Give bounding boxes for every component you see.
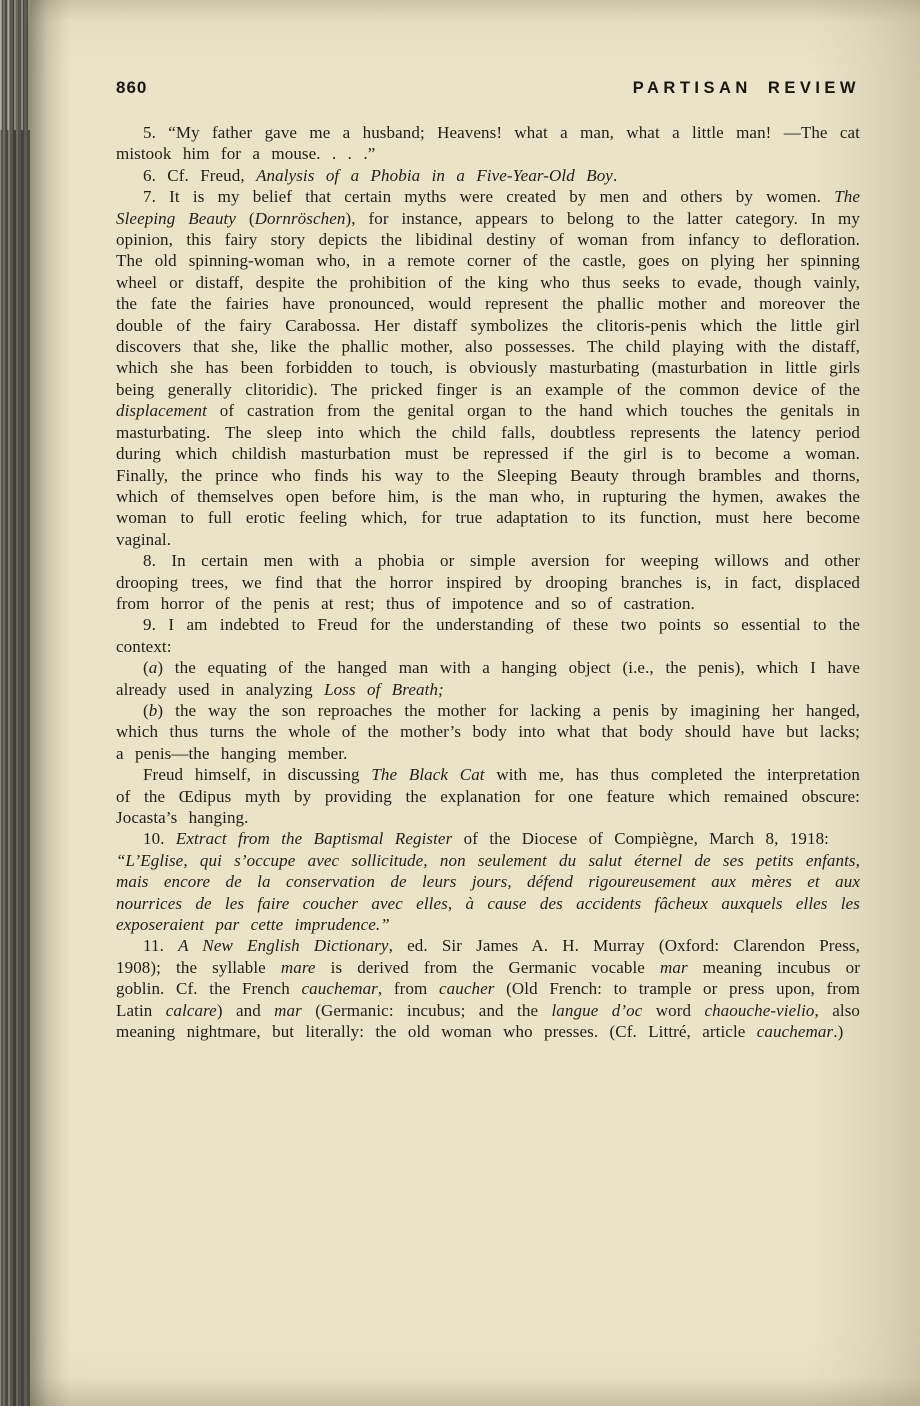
- footnote-paragraph: “L’Eglise, qui s’occupe avec sollicitude, non seulement du salut éternel de ses petits enfants, mais encore de la conservation de leurs jours, défend rigoureusement aux mères et aux nourrices de les faire coucher avec elles, à cause des accidents fâcheux auxquels elles les exposeraient par cette imprudence.”: [116, 850, 860, 935]
- page-header: [116, 78, 860, 98]
- footnote-paragraph: 9. I am indebted to Freud for the understanding of these two points so essential to the context:: [116, 615, 860, 656]
- footnotes-text: [116, 122, 860, 1042]
- page-number: 860: [116, 78, 148, 97]
- footnote-paragraph: 5. “My father gave me a husband; Heavens! what a man, what a little man! —The cat mistook him for a mouse. . . .”: [116, 123, 860, 164]
- footnote-paragraph: Freud himself, in discussing The Black Cat with me, has thus completed the interpretation of the Œdipus myth by providing the explanation for one feature which remained obscure: Jocasta’s hanging.: [116, 765, 861, 827]
- footnote-paragraph: (b) the way the son reproaches the mother for lacking a penis by imagining her hanged, which thus turns the whole of the mother’s body into what that body should have but lacks; a penis—the hanging member.: [116, 700, 860, 763]
- book-binding-edge: [0, 0, 30, 1406]
- footnote-paragraph: 11. A New English Dictionary, ed. Sir James A. H. Murray (Oxford: Clarendon Press, 1908); the syllable mare is derived from the Germanic vocable mar meaning incubus or goblin. Cf. the French cauchemar, from caucher (Old French: to trample or press upon, from Latin calcare) and mar (Germanic: incubus; and the langue d’oc word chaouche-vielio, also meaning nightmare, but literally: the old woman who presses. (Cf. Littré, article cauchemar.): [116, 936, 861, 1042]
- binding-gutter-shadow: [30, 0, 70, 1406]
- footnote-paragraph: 7. It is my belief that certain myths were created by men and others by women. The Sleeping Beauty (Dornröschen), for instance, appears to belong to the latter category. In my opinion, this fairy story depicts the libidinal destiny of woman from infancy to defloration. The old spinning-woman who, in a remote corner of the castle, goes on plying her spinning wheel or distaff, despite the prohibition of the king who thus seeks to evade, though vainly, the fate the fairies have pronounced, would represent the phallic mother and moreover the double of the fairy Carabossa. Her distaff symbolizes the clitoris-penis which the little girl discovers that she, like the phallic mother, also possesses. The child playing with the distaff, which she has been forbidden to touch, is obviously masturbating (masturbation in little girls being generally clitoridic). The pricked finger is an example of the common device of the displacement of castration from the genital organ to the hand which touches the genitals in masturbating. The sleep into which the child falls, doubtless represents the latency period during which childish masturbation must be repressed if the girl is to become a woman. Finally, the prince who finds his way to the Sleeping Beauty through brambles and thorns, which of themselves open before him, is the man who, in rupturing the hymen, awakes the woman to full erotic feeling which, for true adaptation to its function, must here become vaginal.: [116, 187, 860, 549]
- footnote-paragraph: 10. Extract from the Baptismal Register of the Diocese of Compiègne, March 8, 1918:: [143, 829, 830, 849]
- footnote-paragraph: (a) the equating of the hanged man with a hanging object (i.e., the penis), which I have already used in analyzing Loss of Breath;: [116, 658, 860, 699]
- binding-highlight: [0, 0, 30, 130]
- footnote-paragraph: 8. In certain men with a phobia or simple aversion for weeping willows and other drooping trees, we find that the horror inspired by drooping branches is, in fact, displaced from horror of the penis at rest; thus of impotence and so of castration.: [116, 551, 860, 613]
- journal-title: PARTISAN REVIEW: [632, 79, 860, 97]
- footnote-paragraph: 6. Cf. Freud, Analysis of a Phobia in a Five-Year-Old Boy.: [143, 165, 618, 185]
